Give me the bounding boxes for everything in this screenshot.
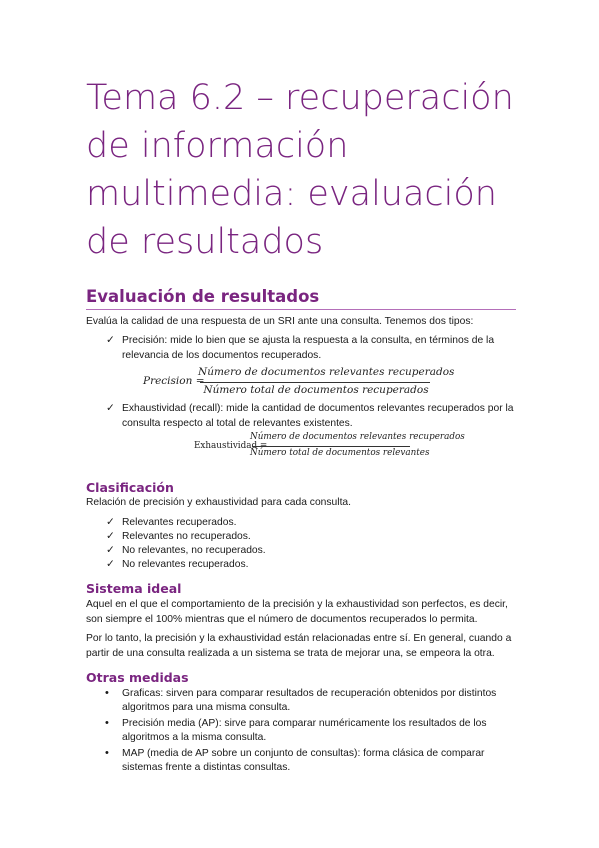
checkmark-icon: ✓ xyxy=(106,530,115,542)
subheading-sistema-ideal: Sistema ideal xyxy=(86,581,182,596)
formula-numerator: Número de documentos relevantes recuperados xyxy=(250,432,465,442)
paragraph-line: Aquel en el que el comportamiento de la precisión y la exhaustividad son perfectos, es decir, xyxy=(86,599,508,610)
list-item-line: MAP (media de AP sobre un conjunto de consultas): forma clásica de comparar xyxy=(122,748,485,759)
formula-denominator: Número total de documentos recuperados xyxy=(203,384,429,396)
bullet-icon: • xyxy=(105,687,109,699)
precision-definition-line2: relevancia de los documentos recuperados. xyxy=(122,350,322,361)
section-intro: Evalúa la calidad de una respuesta de un SRI ante una consulta. Tenemos dos tipos: xyxy=(86,316,474,327)
formula-lhs: Precision = xyxy=(143,375,205,387)
list-item: No relevantes, no recuperados. xyxy=(122,545,266,556)
checkmark-icon: ✓ xyxy=(106,334,115,346)
list-item-line: sistemas frente a distintas consultas. xyxy=(122,762,291,773)
checkmark-icon: ✓ xyxy=(106,516,115,528)
list-item-line: Graficas: sirven para comparar resultados de recuperación obtenidos por distintos xyxy=(122,688,497,699)
checkmark-icon: ✓ xyxy=(106,558,115,570)
list-item-line: Precisión media (AP): sirve para comparar numéricamente los resultados de los xyxy=(122,718,487,729)
list-item-line: algoritmos a la misma consulta. xyxy=(122,732,267,743)
formula-denominator: Número total de documentos relevantes xyxy=(250,448,430,458)
paragraph-line: son siempre el 100% mientras que el número de documentos recuperados lo permita. xyxy=(86,614,478,625)
checkmark-icon: ✓ xyxy=(106,544,115,556)
paragraph-line: Por lo tanto, la precisión y la exhaustividad están relacionadas entre sí. En general, cuando a xyxy=(86,633,512,644)
clasificacion-intro: Relación de precisión y exhaustividad para cada consulta. xyxy=(86,497,352,508)
recall-definition-line1: Exhaustividad (recall): mide la cantidad de documentos relevantes recuperados por la xyxy=(122,403,514,414)
checkmark-icon: ✓ xyxy=(106,402,115,414)
formula-numerator: Número de documentos relevantes recuperados xyxy=(198,366,455,378)
formula-lhs: Exhaustividad = xyxy=(194,441,268,451)
section-heading-evaluacion: Evaluación de resultados xyxy=(86,287,516,310)
list-item: No relevantes recuperados. xyxy=(122,559,249,570)
recall-definition-line2: consulta respecto al total de relevantes existentes. xyxy=(122,418,353,429)
precision-definition-line1: Precisión: mide lo bien que se ajusta la respuesta a la consulta, en términos de la xyxy=(122,335,495,346)
list-item-line: algoritmos para una misma consulta. xyxy=(122,702,291,713)
list-item: Relevantes recuperados. xyxy=(122,517,237,528)
page-title: Tema 6.2 – recuperación de información multimedia: evaluación de resultados xyxy=(86,78,514,262)
list-item: Relevantes no recuperados. xyxy=(122,531,251,542)
bullet-icon: • xyxy=(105,717,109,729)
subheading-otras-medidas: Otras medidas xyxy=(86,670,189,685)
fraction-line xyxy=(252,446,410,447)
bullet-icon: • xyxy=(105,747,109,759)
paragraph-line: partir de una consulta realizada a un sistema se trata de mejorar una, se empeora la otra. xyxy=(86,648,495,659)
subheading-clasificacion: Clasificación xyxy=(86,480,174,495)
fraction-line xyxy=(200,382,430,383)
